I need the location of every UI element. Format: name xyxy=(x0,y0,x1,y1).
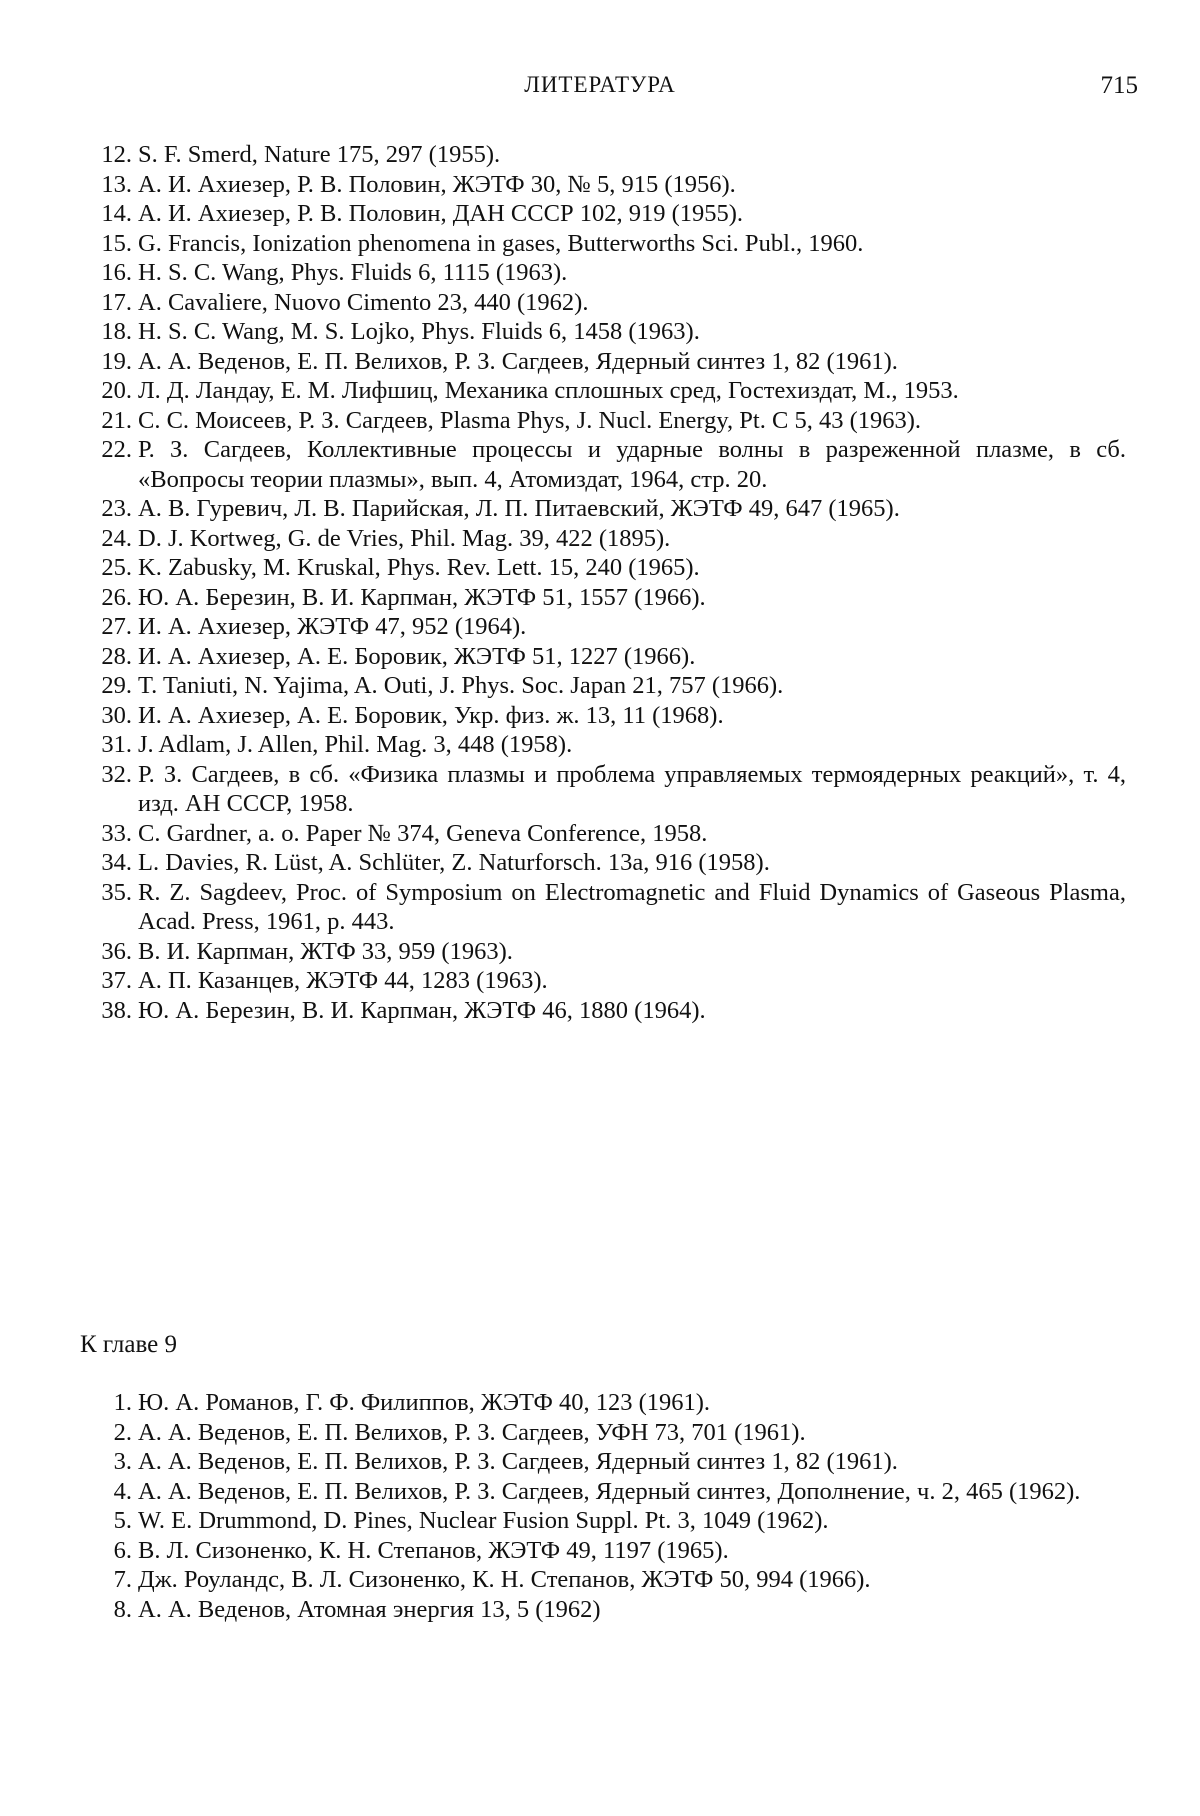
reference-list xyxy=(80,140,1126,1025)
reference-number: 36. xyxy=(101,937,132,965)
reference-number: 38. xyxy=(101,996,132,1024)
reference-text: S. F. Smerd, Nature 175, 297 (1955). xyxy=(138,141,501,168)
reference-item xyxy=(80,1418,1126,1448)
reference-number: 2. xyxy=(113,1418,132,1446)
reference-number: 12. xyxy=(101,141,132,168)
reference-number: 17. xyxy=(101,288,132,316)
reference-text: Ю. А. Березин, В. И. Карпман, ЖЭТФ 46, 1880 (1964). xyxy=(138,996,706,1024)
reference-item xyxy=(80,1506,1126,1536)
reference-text: А. А. Веденов, Е. П. Велихов, Р. З. Сагдеев, УФН 73, 701 (1961). xyxy=(138,1418,806,1446)
reference-item xyxy=(80,1536,1126,1566)
reference-number: 25. xyxy=(101,554,132,581)
reference-number: 29. xyxy=(101,672,132,699)
reference-item xyxy=(80,288,1126,318)
reference-number: 3. xyxy=(113,1448,132,1475)
reference-text: L. Davies, R. Lüst, A. Schlüter, Z. Naturforsch. 13a, 916 (1958). xyxy=(138,849,770,876)
reference-text: Ю. А. Березин, В. И. Карпман, ЖЭТФ 51, 1557 (1966). xyxy=(138,583,706,611)
reference-number: 8. xyxy=(113,1595,132,1623)
reference-number: 21. xyxy=(101,406,132,434)
reference-text: Р. З. Сагдеев, Коллективные процессы и ударные волны в разреженной плазме, в сб. «Вопросы теории плазмы», вып. 4, Атомиздат, 1964, стр. 20. xyxy=(138,436,1126,493)
reference-text: R. Z. Sagdeev, Proc. of Symposium on Electromagnetic and Fluid Dynamics of Gaseous Plasma, Acad. Press, 1961, p. 443. xyxy=(138,878,1126,935)
reference-text: Ю. А. Романов, Г. Ф. Филиппов, ЖЭТФ 40, 123 (1961). xyxy=(138,1389,711,1416)
reference-text: Л. Д. Ландау, Е. М. Лифшиц, Механика сплошных сред, Гостехиздат, М., 1953. xyxy=(138,377,959,404)
running-head xyxy=(0,72,1200,102)
reference-text: K. Zabusky, M. Kruskal, Phys. Rev. Lett. 15, 240 (1965). xyxy=(138,554,700,581)
reference-item xyxy=(80,612,1126,642)
reference-item xyxy=(80,170,1126,200)
reference-number: 37. xyxy=(101,967,132,994)
reference-item xyxy=(80,524,1126,554)
reference-item xyxy=(80,199,1126,229)
reference-number: 19. xyxy=(101,347,132,375)
reference-item xyxy=(80,1388,1126,1418)
reference-number: 26. xyxy=(101,583,132,611)
reference-item xyxy=(80,819,1126,849)
reference-text: J. Adlam, J. Allen, Phil. Mag. 3, 448 (1958). xyxy=(138,731,573,758)
reference-item xyxy=(80,937,1126,967)
reference-text: А. А. Веденов, Е. П. Велихов, Р. З. Сагдеев, Ядерный синтез 1, 82 (1961). xyxy=(138,347,898,375)
reference-number: 28. xyxy=(101,642,132,670)
reference-item xyxy=(80,583,1126,613)
reference-item xyxy=(80,1595,1126,1625)
reference-number: 33. xyxy=(101,819,132,847)
reference-text: А. А. Веденов, Е. П. Велихов, Р. З. Сагдеев, Ядерный синтез, Дополнение, ч. 2, 465 (1962). xyxy=(138,1477,1081,1505)
reference-number: 23. xyxy=(101,495,132,522)
section-heading: К главе 9 xyxy=(80,1331,177,1358)
reference-number: 16. xyxy=(101,259,132,286)
reference-text: H. S. C. Wang, Phys. Fluids 6, 1115 (1963). xyxy=(138,259,568,286)
reference-number: 13. xyxy=(101,170,132,198)
reference-item xyxy=(80,730,1126,760)
reference-item xyxy=(80,140,1126,170)
reference-text: G. Francis, Ionization phenomena in gases, Butterworths Sci. Publ., 1960. xyxy=(138,229,864,257)
reference-text: В. И. Карпман, ЖТФ 33, 959 (1963). xyxy=(138,937,513,965)
reference-item xyxy=(80,229,1126,259)
reference-text: T. Taniuti, N. Yajima, A. Outi, J. Phys. Soc. Japan 21, 757 (1966). xyxy=(138,672,784,699)
reference-item xyxy=(80,996,1126,1026)
reference-text: С. С. Моисеев, Р. З. Сагдеев, Plasma Phys, J. Nucl. Energy, Pt. C 5, 43 (1963). xyxy=(138,406,922,434)
reference-number: 7. xyxy=(113,1566,132,1593)
reference-item xyxy=(80,701,1126,731)
reference-text: C. Gardner, a. o. Paper № 374, Geneva Conference, 1958. xyxy=(138,819,708,847)
reference-item xyxy=(80,642,1126,672)
reference-item xyxy=(80,553,1126,583)
page-number: 715 xyxy=(1100,72,1138,99)
reference-number: 15. xyxy=(101,229,132,257)
reference-text: A. Cavaliere, Nuovo Cimento 23, 440 (1962). xyxy=(138,288,589,316)
reference-number: 20. xyxy=(101,377,132,404)
reference-number: 35. xyxy=(101,878,132,906)
reference-item xyxy=(80,1477,1126,1507)
reference-number: 31. xyxy=(101,731,132,758)
reference-text: Дж. Роуландс, В. Л. Сизоненко, К. Н. Степанов, ЖЭТФ 50, 994 (1966). xyxy=(138,1566,871,1593)
reference-text: И. А. Ахиезер, ЖЭТФ 47, 952 (1964). xyxy=(138,613,527,640)
reference-number: 34. xyxy=(101,849,132,876)
reference-number: 14. xyxy=(101,200,132,227)
reference-item xyxy=(80,671,1126,701)
reference-item xyxy=(80,1447,1126,1477)
reference-item xyxy=(80,317,1126,347)
reference-list-chapter-9 xyxy=(80,1388,1126,1624)
reference-number: 1. xyxy=(113,1389,132,1416)
reference-text: D. J. Kortweg, G. de Vries, Phil. Mag. 39, 422 (1895). xyxy=(138,524,671,552)
reference-text: А. П. Казанцев, ЖЭТФ 44, 1283 (1963). xyxy=(138,967,548,994)
reference-item xyxy=(80,494,1126,524)
reference-number: 18. xyxy=(101,318,132,345)
reference-text: H. S. C. Wang, M. S. Lojko, Phys. Fluids 6, 1458 (1963). xyxy=(138,318,700,345)
reference-number: 5. xyxy=(113,1507,132,1534)
reference-number: 27. xyxy=(101,613,132,640)
reference-number: 32. xyxy=(101,760,132,788)
reference-text: И. А. Ахиезер, А. Е. Боровик, Укр. физ. ж. 13, 11 (1968). xyxy=(138,701,724,729)
reference-text: А. И. Ахиезер, Р. В. Половин, ЖЭТФ 30, № 5, 915 (1956). xyxy=(138,170,736,198)
reference-item xyxy=(80,966,1126,996)
reference-number: 4. xyxy=(113,1477,132,1505)
reference-text: А. И. Ахиезер, Р. В. Половин, ДАН СССР 102, 919 (1955). xyxy=(138,200,744,227)
reference-text: В. Л. Сизоненко, К. Н. Степанов, ЖЭТФ 49, 1197 (1965). xyxy=(138,1536,729,1564)
reference-number: 6. xyxy=(113,1536,132,1564)
reference-text: А. А. Веденов, Е. П. Велихов, Р. З. Сагдеев, Ядерный синтез 1, 82 (1961). xyxy=(138,1448,898,1475)
reference-number: 30. xyxy=(101,701,132,729)
reference-item xyxy=(80,258,1126,288)
reference-item xyxy=(80,878,1126,937)
reference-item xyxy=(80,1565,1126,1595)
reference-item xyxy=(80,848,1126,878)
reference-number: 24. xyxy=(101,524,132,552)
reference-text: И. А. Ахиезер, А. Е. Боровик, ЖЭТФ 51, 1227 (1966). xyxy=(138,642,696,670)
reference-item xyxy=(80,760,1126,819)
reference-text: А. А. Веденов, Атомная энергия 13, 5 (1962) xyxy=(138,1595,601,1623)
reference-number: 22. xyxy=(101,436,132,463)
reference-item xyxy=(80,406,1126,436)
running-title: ЛИТЕРАТУРА xyxy=(524,72,676,97)
reference-item xyxy=(80,435,1126,494)
reference-text: Р. З. Сагдеев, в сб. «Физика плазмы и проблема управляемых термоядерных реакций», т. 4, изд. АН СССР, 1958. xyxy=(138,760,1126,817)
reference-item xyxy=(80,376,1126,406)
reference-item xyxy=(80,347,1126,377)
reference-text: W. E. Drummond, D. Pines, Nuclear Fusion Suppl. Pt. 3, 1049 (1962). xyxy=(138,1507,829,1534)
reference-text: А. В. Гуревич, Л. В. Парийская, Л. П. Питаевский, ЖЭТФ 49, 647 (1965). xyxy=(138,495,900,522)
